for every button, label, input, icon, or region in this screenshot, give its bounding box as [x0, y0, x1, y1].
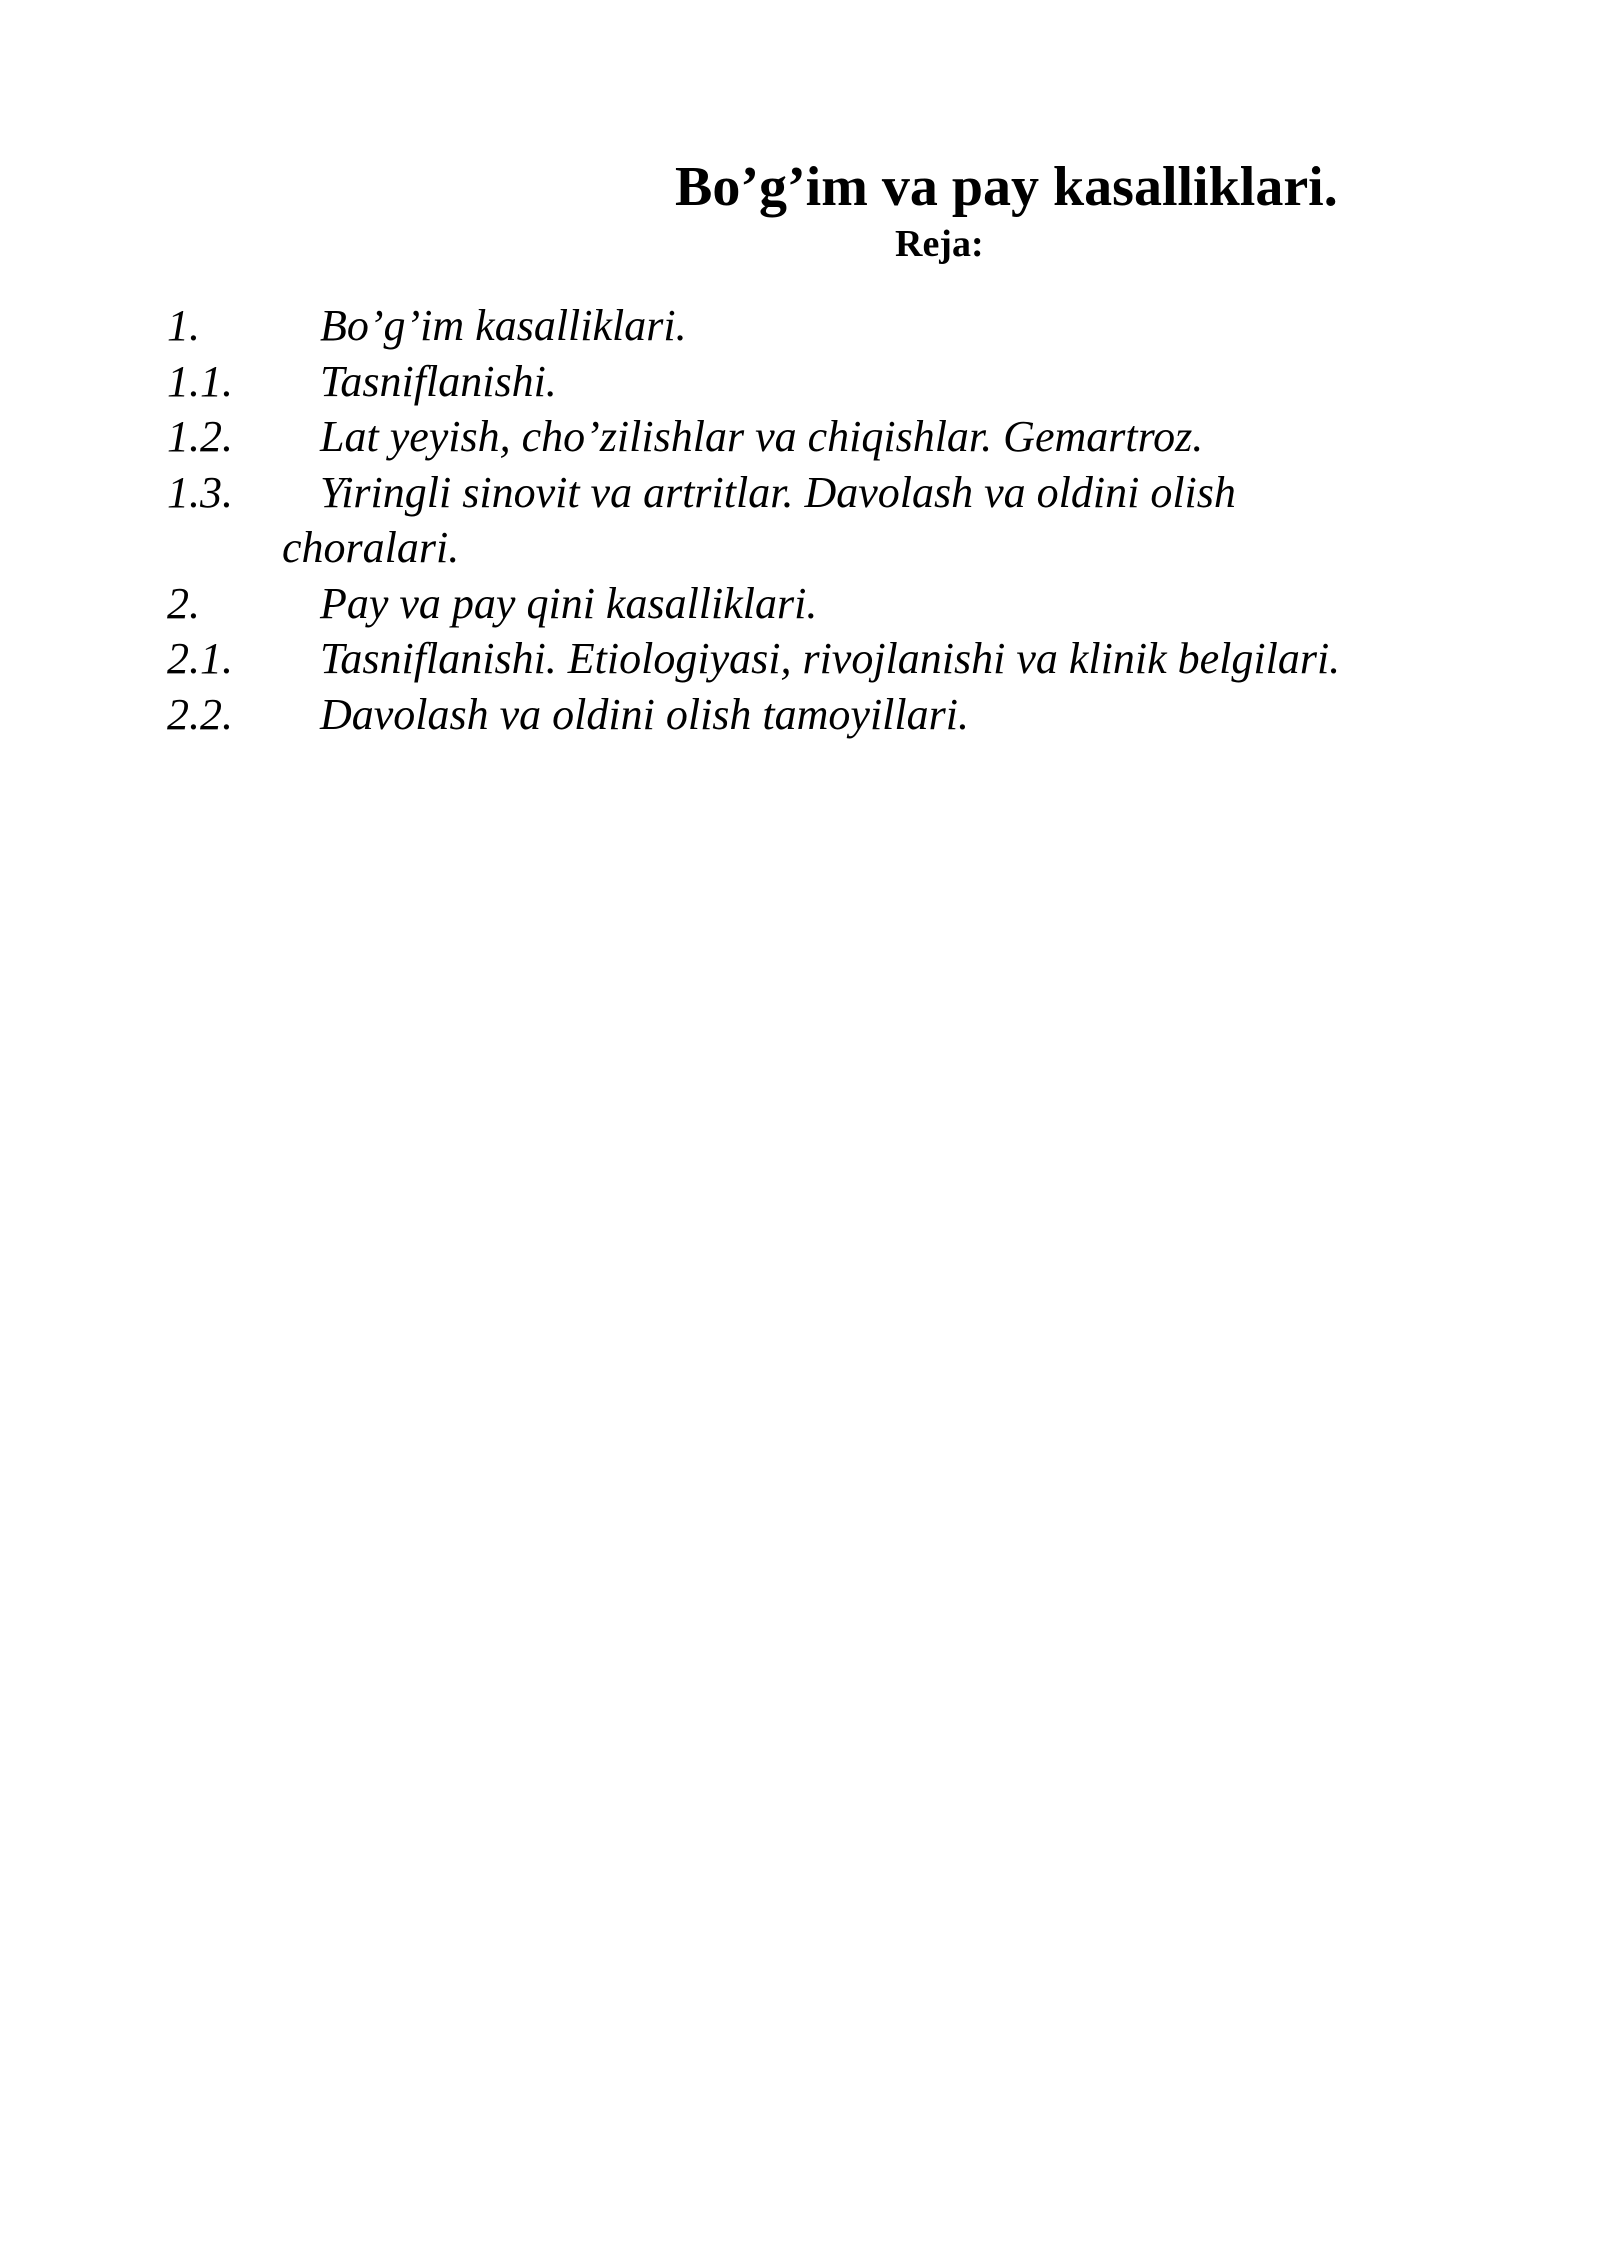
plan-item: [167, 465, 1467, 576]
plan-item-number: 1.3.: [167, 467, 233, 517]
page-title: Bo’g’im va pay kasalliklari.: [675, 156, 1338, 218]
plan-item-text: Tasniflanishi. Etiologiyasi, rivojlanishi va klinik belgilari.: [320, 634, 1341, 683]
plan-heading: Reja:: [895, 223, 984, 265]
plan-item-number: 1.2.: [167, 412, 233, 461]
plan-item-text: Yiringli sinovit va artritlar. Davolash va oldini olish: [320, 467, 1236, 517]
plan-item: [167, 298, 1467, 354]
plan-item: [167, 409, 1467, 465]
plan-item-number: 1.1.: [167, 356, 233, 406]
plan-item-number: 2.2.: [167, 689, 233, 739]
plan-item: [167, 354, 1467, 410]
plan-item: [167, 631, 1467, 687]
plan-item: [167, 687, 1467, 743]
plan-item-text: Pay va pay qini kasalliklari.: [320, 578, 818, 628]
plan-item-text: Davolash va oldini olish tamoyillari.: [320, 689, 969, 739]
plan-item-number: 2.: [167, 578, 200, 628]
plan-item-text: Bo’g’im kasalliklari.: [320, 301, 687, 350]
plan-item-text: Lat yeyish, cho’zilishlar va chiqishlar. Gemartroz.: [320, 412, 1204, 461]
plan-item-number: 1.: [167, 301, 200, 350]
plan-item-continuation: choralari.: [282, 523, 460, 572]
plan-item: [167, 576, 1467, 632]
plan-item-number: 2.1.: [167, 634, 233, 683]
plan-item-text: Tasniflanishi.: [320, 356, 557, 406]
plan-list: [167, 298, 1467, 742]
